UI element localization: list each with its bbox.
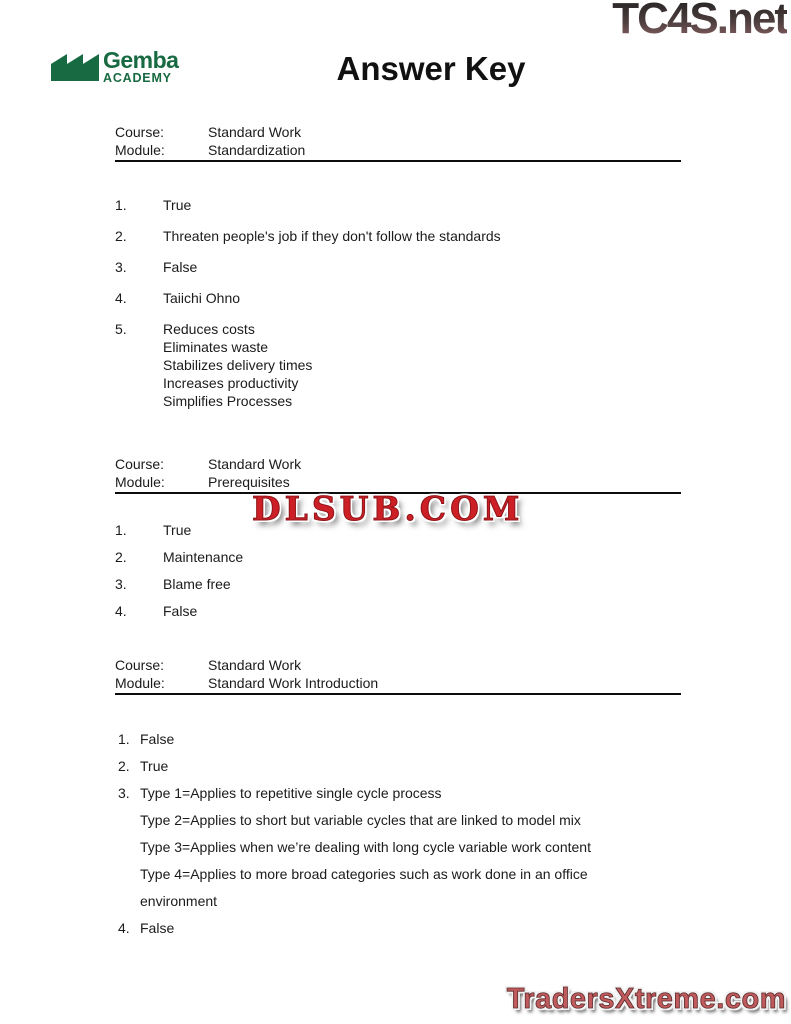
answer-text [163,521,191,539]
course-module-block [115,656,681,692]
answer-number: 2. [115,228,127,244]
answer-line: Eliminates waste [163,339,269,355]
answer-text [163,575,231,593]
module-label: Module: [115,675,165,691]
course-module-block [115,455,681,491]
module-row [115,674,681,692]
answer-text [140,780,591,915]
module-row [115,141,681,159]
module-label: Module: [115,142,165,158]
answer-text [140,726,174,753]
answer-text [163,320,312,410]
answer-list [115,726,681,942]
answer-item [115,726,681,753]
answer-item [115,602,681,620]
tradersxtreme-watermark: TradersXtreme.com [506,983,786,1015]
course-row [115,455,681,473]
answer-number: 1. [115,522,127,538]
answer-list [115,521,681,620]
answer-text [163,602,197,620]
answer-section [115,656,681,942]
answer-line: Stabilizes delivery times [163,357,313,373]
answer-number: 4. [115,290,127,306]
module-value: Prerequisites [208,474,290,490]
gemba-academy-text: ACADEMY [103,71,172,85]
course-label: Course: [115,657,165,673]
answer-item [115,915,681,942]
answer-text [163,196,191,214]
answer-item [115,227,681,245]
answer-line: Reduces costs [163,321,255,337]
answer-line: Threaten people's job if they don't follow the standards [163,228,501,244]
answer-number: 2. [118,758,130,774]
answer-line: Blame free [163,576,231,592]
answer-section [115,455,681,629]
answer-text [163,289,240,307]
answer-number: 2. [115,549,127,565]
answer-line: Simplifies Processes [163,393,293,409]
answer-text [140,753,168,780]
course-module-block [115,123,681,159]
answer-number: 5. [115,321,127,337]
answer-number: 4. [118,920,130,936]
answer-number: 1. [118,731,130,747]
answer-number: 4. [115,603,127,619]
answer-text [163,227,501,245]
section-rule [115,693,681,695]
answer-line: Taiichi Ohno [163,290,241,306]
answer-number: 3. [118,785,130,801]
module-value: Standardization [208,142,306,158]
page-title: Answer Key [336,50,526,87]
answer-line: False [140,731,175,747]
answer-line: Type 3=Applies when we’re dealing with long cycle variable work content [140,839,591,855]
answer-line: False [140,920,175,936]
course-value: Standard Work [208,657,302,673]
answer-line: Increases productivity [163,375,299,391]
answer-text [140,915,174,942]
tc4s-watermark: TC4S.net [612,0,787,44]
answer-number: 1. [115,197,127,213]
course-value: Standard Work [208,456,302,472]
answer-item [115,548,681,566]
module-value: Standard Work Introduction [208,675,379,691]
answer-line: True [163,197,192,213]
answer-item [115,289,681,307]
answer-item [115,196,681,214]
answer-number: 3. [115,259,127,275]
answer-line: True [163,522,192,538]
dlsub-watermark: DLSUB.COM [252,489,524,528]
answer-line: Type 1=Applies to repetitive single cycle process [140,785,442,801]
answer-line: Maintenance [163,549,244,565]
answer-item [115,575,681,593]
answer-line: environment [140,893,218,909]
answer-section [115,123,681,423]
course-label: Course: [115,124,165,140]
answer-number: 3. [115,576,127,592]
answer-line: Type 2=Applies to short but variable cycles that are linked to model mix [140,812,581,828]
answer-text [163,548,243,566]
answer-item [115,753,681,780]
answer-line: False [163,259,198,275]
answer-list [115,196,681,410]
answer-item [115,780,681,915]
module-label: Module: [115,474,165,490]
answer-line: False [163,603,198,619]
course-value: Standard Work [208,124,302,140]
factory-icon [51,51,99,81]
course-row [115,656,681,674]
answer-line: True [140,758,169,774]
answer-item [115,320,681,410]
answer-line: Type 4=Applies to more broad categories such as work done in an office [140,866,588,882]
answer-item [115,258,681,276]
section-rule [115,160,681,162]
course-row [115,123,681,141]
gemba-brand-text: Gemba [103,47,179,73]
answer-text [163,258,197,276]
course-label: Course: [115,456,165,472]
